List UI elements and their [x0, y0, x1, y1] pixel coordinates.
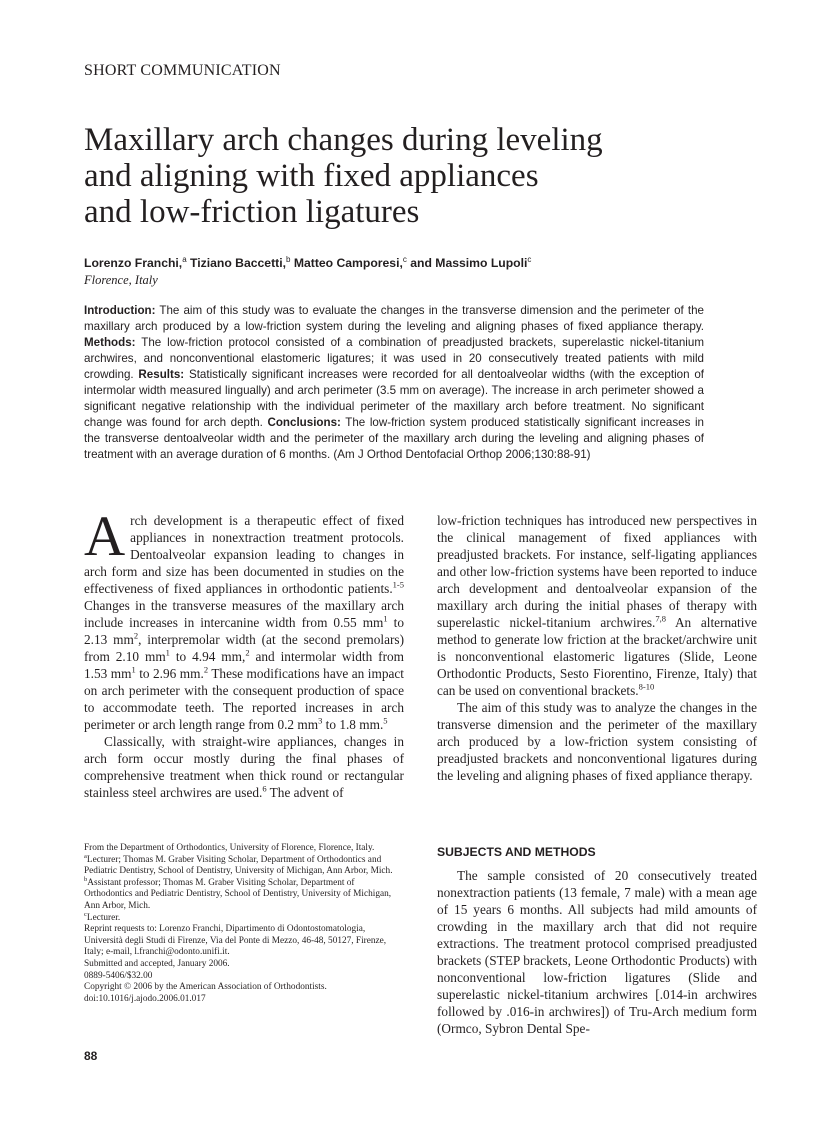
- citation-ref: 2: [245, 647, 250, 658]
- footnote-copyright: Copyright © 2006 by the American Association of Orthodontists.: [84, 982, 327, 993]
- superscript: 1: [383, 613, 388, 624]
- body-paragraph: [84, 733, 404, 801]
- title-line: and aligning with fixed appliances: [84, 158, 539, 194]
- citation-ref: 7,8: [655, 613, 666, 624]
- body-text: to 1.8 mm.: [322, 717, 384, 732]
- body-text: low-friction techniques has introduced new perspectives in the clinical management of fixed appliances with preadjusted brackets. For instance, self-ligating appliances and other low-friction systems have been reported to induce arch development and dentoalveolar expansion of the maxillary arch during the initial phases of therapy with superelastic nickel-titanium archwires.: [437, 513, 757, 630]
- citation-ref: 1-5: [392, 579, 404, 590]
- body-text: The advent of: [266, 785, 344, 800]
- abstract-methods-label: Methods:: [84, 336, 136, 349]
- footnote-mark: c: [84, 910, 87, 918]
- abstract: [84, 303, 704, 463]
- body-column-right: [437, 512, 757, 784]
- abstract-conclusions-text: The low-friction system produced statistically significant increases in the transverse dentoalveolar width and the perimeter of the maxillary arch during the leveling and aligning phases of treatment with an average duration of 6 months. (Am J Orthod Dentofacial Orthop 2006;130:88-91): [84, 416, 704, 461]
- author-list: [84, 255, 531, 270]
- author-name: Matteo Camporesi,: [290, 256, 403, 271]
- body-text: Classically, with straight-wire appliances, changes in arch form occur mostly during the final phases of comprehensive treatment when thick round or rectangular stainless steel archwires are used.: [84, 734, 404, 800]
- section-heading: SUBJECTS AND METHODS: [437, 845, 596, 859]
- drop-cap: A: [84, 505, 126, 568]
- citation-ref: 2: [203, 664, 209, 675]
- footnote-b: [84, 875, 404, 913]
- body-column-right-continued: [437, 867, 757, 1037]
- footnote-mark: b: [84, 875, 88, 883]
- footnote-text: Assistant professor; Thomas M. Graber Visiting Scholar, Department of Orthodontics and Pediatric Dentistry, School of Dentistry, University of Michigan, Ann Arbor, Mich.: [84, 877, 392, 911]
- author-affiliation-mark: c: [402, 255, 407, 264]
- abstract-methods-text: The low-friction protocol consisted of a combination of preadjusted brackets, superelastic nickel-titanium archwires, and nonconventional elastomeric ligatures; it was used in 20 consecutively treated patients with mild crowding.: [84, 336, 704, 381]
- footnote-c: [84, 910, 404, 925]
- footnote-text: Lecturer.: [86, 912, 121, 923]
- body-text: to 4.94 mm,: [169, 649, 246, 664]
- citation-ref: 5: [383, 715, 388, 726]
- title-line: and low-friction ligatures: [84, 194, 420, 230]
- abstract-results-text: Statistically significant increases were recorded for all dentoalveolar widths (with the exception of intermolar width measured lingually) and arch perimeter (3.5 mm on average). The increase in arch perimeter showed a significant negative relationship with the individual perimeter of the maxillary arch before treatment. No significant change was found for arch depth.: [84, 368, 705, 429]
- citation-ref: 8-10: [638, 681, 655, 692]
- author-affiliation: Florence, Italy: [84, 273, 158, 287]
- footnote-issn: 0889-5406/$32.00: [84, 970, 153, 981]
- body-column-left: [84, 505, 404, 801]
- author-name: Tiziano Baccetti,: [186, 256, 286, 271]
- footnote-doi: doi:10.1016/j.ajodo.2006.01.017: [84, 993, 206, 1004]
- body-text: These modifications have an impact on arch perimeter with the consequent production of space to accommodate teeth. The reported increases in arch perimeter or arch length range from 0.2 mm: [84, 666, 404, 732]
- author-name: and Massimo Lupoli: [406, 256, 528, 271]
- superscript: 2: [133, 630, 139, 641]
- abstract-conclusions-label: Conclusions:: [267, 416, 341, 429]
- body-paragraph: [437, 512, 757, 699]
- footnote-a: [84, 852, 404, 878]
- superscript: 3: [318, 715, 323, 726]
- citation-ref: 6: [262, 783, 267, 794]
- body-text: to 2.96 mm.: [135, 666, 204, 681]
- article-title: [84, 122, 724, 230]
- body-text: rch development is a therapeutic effect of fixed appliances in nonextraction treatment protocols. Dentoalveolar expansion leading to changes in arch form and size has been documented in studies on the effectiveness of fixed appliances in orthodontic patients.: [84, 513, 404, 596]
- body-paragraph: [84, 505, 404, 733]
- footnote-from: From the Department of Orthodontics, University of Florence, Florence, Italy.: [84, 843, 375, 853]
- footnotes: [84, 843, 404, 1005]
- abstract-intro-text: The aim of this study was to evaluate the changes in the transverse dimension and the perimeter of the maxillary arch produced by a low-friction system during the leveling and aligning phases of fixed appliance therapy.: [84, 304, 704, 333]
- abstract-intro-label: Introduction:: [84, 304, 156, 317]
- superscript: 1: [131, 664, 136, 675]
- author-affiliation-mark: b: [285, 255, 291, 264]
- body-text: and intermolar width from 1.53 mm: [84, 649, 404, 681]
- footnote-reprint: Reprint requests to: Lorenzo Franchi, Dipartimento di Odontostomatologia, Università degli Studi di Firenze, Via del Ponte di Mezzo, 46-48, 50127, Firenze, Italy; e-mail, l.franchi@odonto.unifi.it.: [84, 924, 387, 958]
- body-text: An alternative method to generate low friction at the bracket/archwire unit is nonconventional elastomeric ligatures (Slide, Leone Orthodontic Products, Sesto Fiorentino, Firenze, Italy) that can be used on conventional brackets.: [437, 615, 757, 698]
- author-name: Lorenzo Franchi,: [84, 256, 183, 271]
- superscript: 1: [165, 647, 170, 658]
- body-text: to 2.13 mm: [84, 615, 404, 647]
- footnote-submitted: Submitted and accepted, January 2006.: [84, 958, 230, 969]
- body-paragraph: The aim of this study was to analyze the changes in the transverse dimension and the perimeter of the maxillary arch produced by a low-friction system consisting of preadjusted brackets and nonconventional ligatures during the leveling and aligning phases of fixed appliance therapy.: [437, 700, 757, 783]
- footnote-mark: a: [84, 852, 87, 860]
- title-line: Maxillary arch changes during leveling: [84, 122, 603, 158]
- footnote-text: Lecturer; Thomas M. Graber Visiting Scholar, Department of Orthodontics and Pediatric Dentistry, School of Dentistry, University of Michigan, Ann Arbor, Mich.: [84, 854, 393, 877]
- body-text: , interpremolar width (at the second premolars) from 2.10 mm: [84, 632, 404, 664]
- section-label: SHORT COMMUNICATION: [84, 62, 281, 79]
- author-affiliation-mark: c: [527, 255, 532, 264]
- body-paragraph: The sample consisted of 20 consecutively treated nonextraction patients (13 female, 7 male) with a mean age of 15 years 6 months. All subjects had mild amounts of crowding in the maxillary arch that did not require extractions. The treatment protocol comprised preadjusted brackets (STEP brackets, Leone Orthodontic Products) with nonconventional low-friction ligatures (Slide and superelastic nickel-titanium archwires [.014-in archwires followed by .016-in archwires]) of Tru-Arch medium form (Ormco, Sybron Dental Spe-: [437, 868, 757, 1036]
- page-number: 88: [84, 1049, 98, 1063]
- body-text: Changes in the transverse measures of the maxillary arch include increases in intercanine width from 0.55 mm: [84, 598, 404, 630]
- abstract-results-label: Results:: [138, 368, 185, 381]
- author-affiliation-mark: a: [182, 255, 187, 264]
